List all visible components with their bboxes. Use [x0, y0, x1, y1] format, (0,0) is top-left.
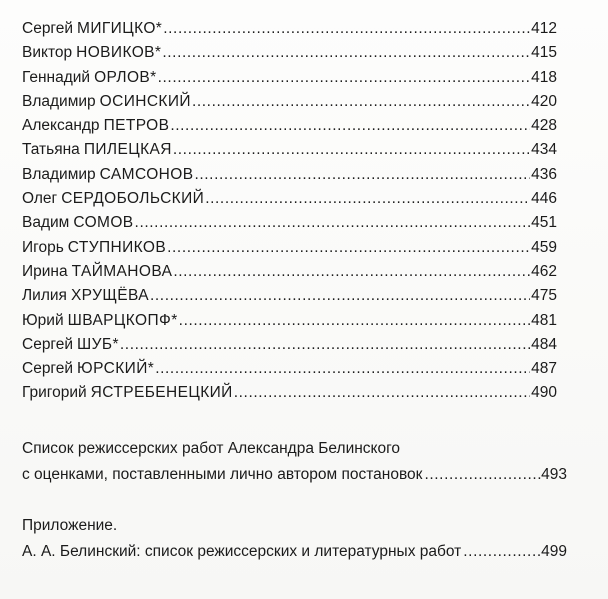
toc-entry-name: [22, 333, 119, 357]
toc-leader-dots: [192, 90, 530, 114]
toc-leader-dots: [463, 539, 541, 565]
toc-leader-dots: [170, 114, 530, 138]
toc-last-name: ТАЙМАНОВА: [71, 262, 173, 280]
toc-leader-dots: [173, 260, 530, 284]
toc-last-name: ЮРСКИЙ*: [77, 360, 155, 378]
toc-first-name: Татьяна: [22, 141, 80, 159]
toc-leader-dots: [120, 333, 530, 357]
toc-last-name: ПЕТРОВ: [103, 117, 170, 135]
toc-entry-name: [22, 41, 161, 65]
toc-page-number: 493: [541, 466, 567, 483]
toc-first-name: Геннадий: [22, 68, 91, 86]
toc-entry-name: [22, 163, 193, 187]
toc-first-name: Вадим: [22, 214, 70, 232]
toc-page-number: 420: [531, 92, 557, 110]
toc-page-number: 428: [531, 117, 557, 135]
toc-entry: [22, 138, 557, 162]
toc-last-name: СЕРДОБОЛЬСКИЙ: [61, 190, 205, 208]
toc-page-number: 490: [531, 384, 557, 402]
toc-last-name: СТУПНИКОВ: [67, 238, 167, 256]
toc-leader-dots: [150, 284, 530, 308]
toc-first-name: Лилия: [22, 287, 67, 305]
toc-entry-name: [22, 17, 162, 41]
toc-page-number: 499: [541, 543, 567, 560]
toc-entry: [22, 187, 557, 211]
toc-entry-name: [22, 138, 172, 162]
toc-leader-dots: [162, 41, 530, 65]
toc-leader-dots: [167, 236, 530, 260]
appendix-heading: Приложение.: [22, 517, 118, 534]
toc-entry-name: [22, 90, 191, 114]
toc-last-name: МИГИЦКО*: [77, 20, 163, 37]
toc-leader-dots: [135, 211, 531, 235]
toc-last-name: ОРЛОВ*: [94, 68, 157, 86]
directing-works-line1: [22, 436, 567, 462]
directing-works-subtitle: с оценками, поставленными лично автором постановок: [22, 466, 423, 483]
toc-last-name: ШВАРЦКОПФ*: [67, 311, 178, 329]
toc-last-name: ШУБ*: [77, 335, 119, 353]
toc-last-name: ЯСТРЕБЕНЕЦКИЙ: [90, 384, 233, 402]
toc-leader-dots: [163, 17, 530, 41]
toc-entry: [22, 163, 557, 187]
toc-entry: [22, 309, 557, 333]
toc-page-number: 415: [531, 44, 557, 62]
toc-first-name: Сергей: [22, 360, 74, 378]
toc-entry: [22, 17, 557, 41]
toc-leader-dots: [424, 462, 541, 488]
toc-entry: [22, 90, 557, 114]
toc-first-name: Александр: [22, 117, 100, 135]
toc-first-name: Ирина: [22, 262, 68, 280]
toc-last-name: СОМОВ: [73, 214, 134, 232]
toc-first-name: Виктор: [22, 44, 73, 62]
toc-leader-dots: [194, 163, 530, 187]
toc-first-name: Олег: [22, 190, 58, 208]
toc-first-name: Игорь: [22, 238, 64, 256]
appendix-entry-line: [22, 539, 567, 565]
toc-entry-name: [22, 236, 166, 260]
toc-last-name: ПИЛЕЦКАЯ: [83, 141, 172, 159]
toc-page-number: 459: [531, 238, 557, 256]
toc-entry: [22, 284, 557, 308]
toc-entry-name: [22, 260, 172, 284]
toc-last-name: НОВИКОВ*: [76, 44, 162, 62]
toc-page-number: 434: [531, 141, 557, 159]
toc-page-number: 475: [531, 287, 557, 305]
appendix-section: [22, 513, 567, 565]
toc-page-number: 451: [531, 214, 557, 232]
toc-entry-name: [22, 211, 134, 235]
toc-entry-name: [22, 187, 204, 211]
toc-leader-dots: [155, 357, 530, 381]
toc-page-number: 487: [531, 360, 557, 378]
toc-entry-name: [22, 284, 149, 308]
toc-leader-dots: [158, 66, 531, 90]
directing-works-title: Список режиссерских работ Александра Белинского: [22, 440, 401, 457]
directing-works-section: [22, 436, 567, 488]
toc-entry: [22, 333, 557, 357]
toc-entry-name: [22, 381, 233, 405]
toc-entry: [22, 211, 557, 235]
toc-last-name: ОСИНСКИЙ: [99, 92, 191, 110]
toc-first-name: Григорий: [22, 384, 87, 402]
toc-page-number: 446: [531, 190, 557, 208]
toc-page-number: 484: [531, 335, 557, 353]
toc-entry: [22, 357, 557, 381]
toc-entry: [22, 381, 557, 405]
toc-entry: [22, 66, 557, 90]
toc-entry: [22, 236, 557, 260]
toc-entry: [22, 260, 557, 284]
toc-entry-name: [22, 114, 169, 138]
toc-page-number: 412: [531, 20, 557, 37]
directing-works-line2: [22, 462, 567, 488]
toc-page-number: 418: [531, 68, 557, 86]
appendix-heading-line: [22, 513, 567, 539]
toc-first-name: Владимир: [22, 92, 96, 110]
toc-last-name: САМСОНОВ: [99, 165, 194, 183]
toc-page-number: 436: [531, 165, 557, 183]
toc-first-name: Владимир: [22, 165, 96, 183]
toc-first-name: Сергей: [22, 335, 74, 353]
toc-first-name: Сергей: [22, 20, 74, 37]
toc-leader-dots: [234, 381, 530, 405]
appendix-entry: А. А. Белинский: список режиссерских и литературных работ: [22, 543, 462, 560]
toc-list: [22, 17, 557, 406]
toc-page-number: 462: [531, 262, 557, 280]
toc-page-number: 481: [531, 311, 557, 329]
toc-entry-name: [22, 309, 178, 333]
toc-entry: [22, 114, 557, 138]
toc-entry: [22, 41, 557, 65]
toc-leader-dots: [179, 309, 530, 333]
toc-entry-name: [22, 66, 157, 90]
toc-leader-dots: [173, 138, 530, 162]
toc-first-name: Юрий: [22, 311, 64, 329]
toc-leader-dots: [205, 187, 530, 211]
toc-entry-name: [22, 357, 154, 381]
toc-last-name: ХРУЩЁВА: [70, 287, 149, 305]
